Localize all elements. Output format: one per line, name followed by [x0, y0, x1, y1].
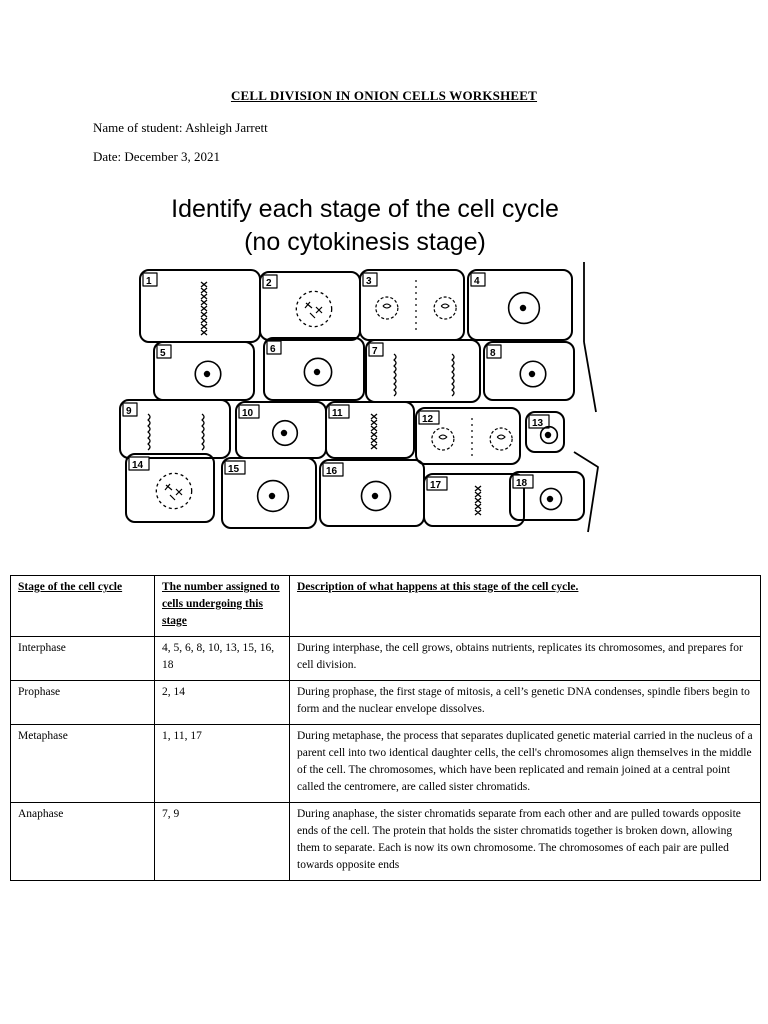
- description-cell: During metaphase, the process that separates duplicated genetic material carried in the nucleus of a parent cell into two identical daughter cells, the cell's chromosomes align themselves in the middle of the cell. The chromosomes, which have been replicated and remain joined at a central point called the centromere, are called sister chromatids.: [290, 725, 761, 803]
- header-stage: Stage of the cell cycle: [11, 576, 155, 637]
- cell-number-label: 9: [126, 406, 132, 417]
- cell-number-label: 6: [270, 344, 276, 355]
- cell-9-anaphase: [120, 400, 230, 458]
- description-cell: During interphase, the cell grows, obtains nutrients, replicates its chromosomes, and prepares for cell division.: [290, 637, 761, 681]
- worksheet-title: CELL DIVISION IN ONION CELLS WORKSHEET: [230, 88, 538, 103]
- cell-number-label: 13: [532, 418, 544, 429]
- numbers-cell: 2, 14: [155, 681, 290, 725]
- cell-12-telophase: [416, 408, 520, 464]
- cell-4-interphase: [468, 270, 572, 340]
- description-cell: During prophase, the first stage of mitosis, a cell’s genetic DNA condenses, spindle fibers begin to form and the nuclear envelope dissolves.: [290, 681, 761, 725]
- worksheet-date: Date: December 3, 2021: [93, 149, 221, 164]
- cell-2-prophase: [260, 272, 360, 340]
- cell-18-interphase: [510, 472, 584, 520]
- cell-number-label: 3: [366, 276, 372, 287]
- cell-13-interphase: [526, 412, 564, 452]
- header-numbers: The number assigned to cells undergoing this stage: [155, 576, 290, 637]
- student-name: Name of student: Ashleigh Jarrett: [93, 120, 268, 135]
- onion-cell-diagram: [118, 262, 608, 537]
- cell-11-metaphase: [326, 402, 414, 458]
- cell-number-label: 4: [474, 276, 480, 287]
- cell-3-telophase: [360, 270, 464, 340]
- cell-15-interphase: [222, 458, 316, 528]
- cell-cycle-table: [10, 575, 761, 881]
- cell-number-label: 2: [266, 278, 272, 289]
- cell-number-label: 16: [326, 466, 338, 477]
- figure-heading-line2: (no cytokinesis stage): [244, 228, 486, 256]
- cell-number-label: 7: [372, 346, 378, 357]
- stage-cell: Prophase: [11, 681, 155, 725]
- description-cell: During anaphase, the sister chromatids separate from each other and are pulled towards opposite ends of the cell. The protein that holds the sister chromatids together is broken down, allowing them to separate. Each is now its own chromosome. The chromosomes of each pair are pulled towards opposite ends: [290, 803, 761, 881]
- stage-cell: Metaphase: [11, 725, 155, 803]
- cell-number-label: 14: [132, 460, 144, 471]
- cell-7-anaphase: [366, 340, 480, 402]
- numbers-cell: 7, 9: [155, 803, 290, 881]
- cell-number-label: 1: [146, 276, 152, 287]
- cell-6-interphase: [264, 338, 364, 400]
- table-row: [11, 803, 761, 881]
- table-row: [11, 725, 761, 803]
- cell-number-label: 11: [332, 408, 343, 419]
- stage-cell: Anaphase: [11, 803, 155, 881]
- cell-16-interphase: [320, 460, 424, 526]
- cell-1-metaphase: [140, 270, 260, 342]
- table-row: [11, 637, 761, 681]
- numbers-cell: 1, 11, 17: [155, 725, 290, 803]
- numbers-cell: 4, 5, 6, 8, 10, 13, 15, 16, 18: [155, 637, 290, 681]
- cell-number-label: 15: [228, 464, 240, 475]
- cell-number-label: 18: [516, 478, 528, 489]
- cell-5-interphase: [154, 342, 254, 400]
- cell-number-label: 10: [242, 408, 254, 419]
- header-description: Description of what happens at this stage of the cell cycle.: [290, 576, 761, 637]
- table-row: [11, 681, 761, 725]
- cell-14-prophase: [126, 454, 214, 522]
- cell-8-interphase: [484, 342, 574, 400]
- cell-10-interphase: [236, 402, 326, 458]
- cell-number-label: 12: [422, 414, 434, 425]
- stage-cell: Interphase: [11, 637, 155, 681]
- cell-number-label: 8: [490, 348, 496, 359]
- figure-heading-line1: Identify each stage of the cell cycle: [171, 195, 559, 223]
- table-header-row: [11, 576, 761, 637]
- cell-number-label: 5: [160, 348, 166, 359]
- cell-number-label: 17: [430, 480, 442, 491]
